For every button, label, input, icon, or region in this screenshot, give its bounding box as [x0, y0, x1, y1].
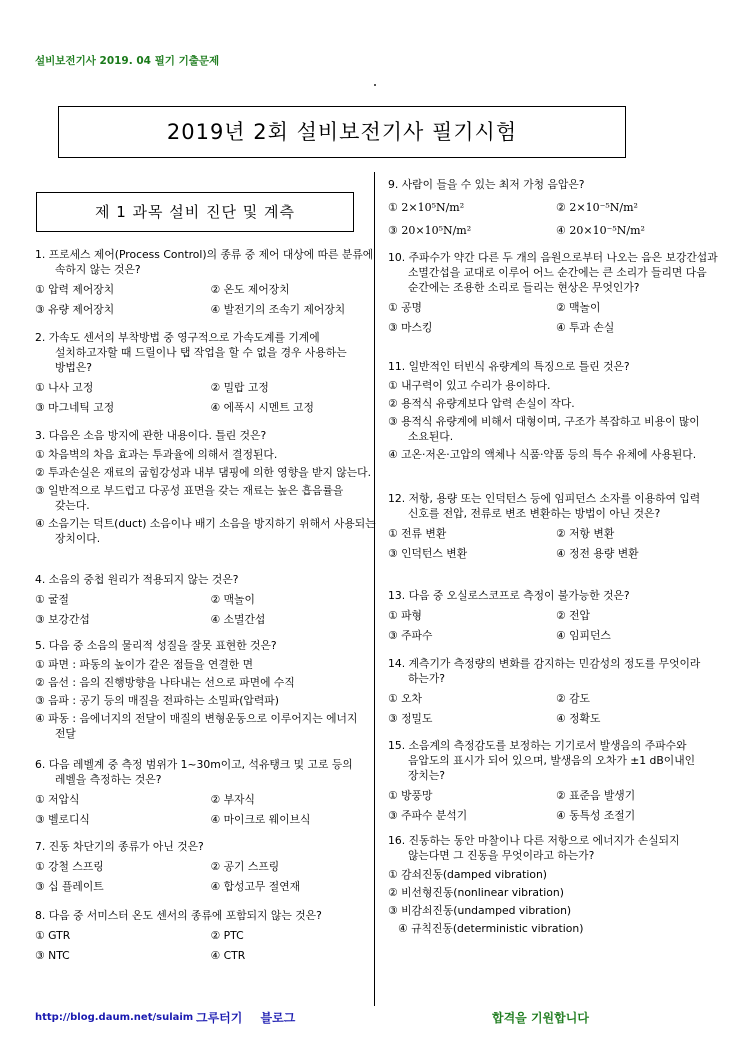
subject-heading: 제 1 과목 설비 진단 및 계측 [36, 192, 354, 232]
option-2[interactable]: ② 전압 [556, 609, 590, 622]
question-stem: 14. 계측기가 측정량의 변화를 감지하는 민감성의 정도를 무엇이라 하는가? [388, 657, 701, 685]
question-stem: 3. 다음은 소음 방지에 관한 내용이다. 틀린 것은? [35, 429, 267, 442]
option-1[interactable]: ① 내구력이 있고 수리가 용이하다. [388, 379, 551, 392]
option-1[interactable]: ① 압력 제어장치 [35, 283, 115, 296]
page-header: 설비보전기사 2019. 04 필기 기출문제 [35, 55, 220, 67]
option-2[interactable]: ② 밀랍 고정 [210, 381, 269, 394]
option-list [388, 526, 718, 561]
option-1[interactable]: ① 감쇠진동(damped vibration) [388, 868, 548, 881]
option-4[interactable]: ④ 투과 손실 [556, 321, 615, 334]
question-5 [35, 638, 380, 744]
question-10 [388, 250, 718, 335]
footer-message: 합격을 기원합니다 [492, 1011, 589, 1025]
option-list [388, 200, 718, 238]
option-list [35, 928, 380, 963]
option-list [388, 691, 718, 726]
question-14 [388, 656, 718, 726]
question-stem: 7. 진동 차단기의 종류가 아닌 것은? [35, 840, 204, 853]
question-stem: 13. 다음 중 오실로스코프로 측정이 불가능한 것은? [388, 589, 630, 602]
question-stem: 9. 사람이 들을 수 있는 최저 가청 음압은? [388, 178, 585, 191]
option-3[interactable]: ③ 보강간섭 [35, 613, 90, 626]
question-stem: 10. 주파수가 약간 다른 두 개의 음원으로부터 나오는 음은 보강간섭과 소멸간섭을 교대로 이루어 어느 순간에는 큰 소리가 들리면 다음 순간에는 조용한 소리로 들리는 현상은 무엇인가? [388, 251, 718, 294]
option-list [388, 867, 718, 936]
option-3[interactable]: ③ NTC [35, 949, 70, 962]
question-15 [388, 738, 718, 823]
question-stem: 8. 다음 중 서미스터 온도 센서의 종류에 포함되지 않는 것은? [35, 909, 322, 922]
option-1[interactable]: ① 저압식 [35, 793, 80, 806]
option-3[interactable]: ③ 용적식 유량계에 비해서 대형이며, 구조가 복잡하고 비용이 많이 소요된다. [388, 415, 700, 443]
option-list [388, 608, 718, 643]
option-2[interactable]: ② 비선형진동(nonlinear vibration) [388, 886, 564, 899]
option-4[interactable]: ④ 발전기의 조속기 제어장치 [210, 303, 346, 316]
option-list [388, 788, 718, 823]
option-list [35, 657, 380, 741]
option-2[interactable]: ② 투과손실은 재료의 굽힘강성과 내부 댐핑에 의한 영향을 받지 않는다. [35, 466, 372, 479]
option-2[interactable]: ② 온도 제어장치 [210, 283, 290, 296]
question-stem: 16. 진동하는 동안 마찰이나 다른 저항으로 에너지가 손실되지 않는다면 그 진동을 무엇이라고 하는가? [388, 834, 680, 862]
option-list [35, 380, 380, 415]
option-1[interactable]: ① GTR [35, 929, 71, 942]
option-4[interactable]: ④ 정전 용량 변환 [556, 547, 639, 560]
option-4[interactable]: ④ 임피던스 [556, 629, 611, 642]
option-3[interactable]: ③ 20×10⁵N/m² [388, 224, 472, 237]
option-2[interactable]: ② PTC [210, 929, 244, 942]
option-3[interactable]: ③ 주파수 [388, 629, 433, 642]
option-2[interactable]: ② 표준음 발생기 [556, 789, 636, 802]
option-4[interactable]: ④ CTR [210, 949, 246, 962]
option-3[interactable]: ③ 정밀도 [388, 712, 433, 725]
question-stem: 1. 프로세스 제어(Process Control)의 종류 중 제어 대상에 따른 분류에 속하지 않는 것은? [35, 248, 374, 276]
option-list [35, 859, 380, 894]
question-stem: 6. 다음 레벨계 중 측정 범위가 1~30m이고, 석유탱크 및 고로 등의 레벨을 측정하는 것은? [35, 758, 353, 786]
question-13 [388, 588, 718, 643]
option-3[interactable]: ③ 마그네틱 고정 [35, 401, 115, 414]
option-4[interactable]: ④ 합성고무 절연재 [210, 880, 301, 893]
option-2[interactable]: ② 2×10⁻⁵N/m² [556, 201, 638, 214]
option-list [388, 378, 718, 462]
option-2[interactable]: ② 공기 스프링 [210, 860, 280, 873]
question-3 [35, 428, 380, 549]
question-2 [35, 330, 380, 415]
option-4[interactable]: ④ 고온·저온·고압의 액체나 식품·약품 등의 특수 유체에 사용된다. [388, 448, 697, 461]
footer-blog-name: 그루터기 블로그 [196, 1011, 296, 1025]
question-4 [35, 572, 380, 627]
question-8 [35, 908, 380, 963]
option-4[interactable]: ④ 동특성 조절기 [556, 809, 636, 822]
question-11 [388, 359, 718, 465]
option-4[interactable]: ④ 20×10⁻⁵N/m² [556, 224, 645, 237]
question-stem: 5. 다음 중 소음의 물리적 성질을 잘못 표현한 것은? [35, 639, 277, 652]
option-1[interactable]: ① 파형 [388, 609, 422, 622]
option-3[interactable]: ③ 십 플레이트 [35, 880, 104, 893]
question-stem: 2. 가속도 센서의 부착방법 중 영구적으로 가속도계를 기계에 설치하고자할 때 드릴이나 탭 작업을 할 수 없을 경우 사용하는 방법은? [35, 331, 347, 374]
option-3[interactable]: ③ 마스킹 [388, 321, 433, 334]
question-stem: 12. 저항, 용량 또는 인덕턴스 등에 임피던스 소자를 이용하여 입력 신호를 전압, 전류로 변조 변환하는 방법이 아닌 것은? [388, 492, 701, 520]
exam-title: 2019년 2회 설비보전기사 필기시험 [58, 106, 626, 158]
option-3[interactable]: ③ 인덕턴스 변환 [388, 547, 468, 560]
option-1[interactable]: ① 방풍망 [388, 789, 433, 802]
option-1[interactable]: ① 오차 [388, 692, 422, 705]
footer-url[interactable]: http://blog.daum.net/sulaim [35, 1012, 194, 1023]
question-stem: 11. 일반적인 터빈식 유량계의 특징으로 틀린 것은? [388, 360, 630, 373]
option-4[interactable]: ④ 에폭시 시멘트 고정 [210, 401, 314, 414]
question-6 [35, 757, 380, 827]
option-4[interactable]: ④ 마이크로 웨이브식 [210, 813, 311, 826]
option-3[interactable]: ③ 벨로디식 [35, 813, 90, 826]
option-2[interactable]: ② 저항 변환 [556, 527, 615, 540]
option-list [35, 792, 380, 827]
option-3[interactable]: ③ 유량 제어장치 [35, 303, 115, 316]
option-1[interactable]: ① 차음벽의 차음 효과는 투과율에 의해서 결정된다. [35, 448, 278, 461]
option-2[interactable]: ② 맥놀이 [210, 593, 255, 606]
option-3[interactable]: ③ 음파 : 공기 등의 매질을 전파하는 소밀파(압력파) [35, 694, 279, 707]
option-list [35, 592, 380, 627]
option-1[interactable]: ① 나사 고정 [35, 381, 94, 394]
option-list [388, 300, 718, 335]
option-3[interactable]: ③ 비감쇠진동(undamped vibration) [388, 904, 572, 917]
option-1[interactable]: ① 파면 : 파동의 높이가 같은 점들을 연결한 면 [35, 658, 254, 671]
option-list [35, 282, 380, 317]
option-4[interactable]: ④ 소멸간섭 [210, 613, 266, 626]
question-7 [35, 839, 380, 894]
option-2[interactable]: ② 용적식 유량계보다 압력 손실이 작다. [388, 397, 575, 410]
option-4[interactable]: ④ 파동 : 음에너지의 전달이 매질의 변형운동으로 이루어지는 에너지 전달 [35, 712, 358, 740]
option-2[interactable]: ② 맥놀이 [556, 301, 601, 314]
option-2[interactable]: ② 부자식 [210, 793, 255, 806]
option-3[interactable]: ③ 일반적으로 부드럽고 다공성 표면을 갖는 재료는 높은 흡음률을 갖는다. [35, 484, 344, 512]
decorative-dot [374, 84, 376, 86]
option-list [35, 447, 380, 546]
question-stem: 4. 소음의 중첩 원리가 적용되지 않는 것은? [35, 573, 239, 586]
option-1[interactable]: ① 2×10⁵N/m² [388, 201, 465, 214]
question-16 [388, 833, 718, 939]
option-4[interactable]: ④ 규칙진동(deterministic vibration) [398, 922, 584, 935]
question-1 [35, 247, 380, 317]
option-2[interactable]: ② 음선 : 음의 진행방향을 나타내는 선으로 파면에 수직 [35, 676, 295, 689]
option-1[interactable]: ① 전류 변환 [388, 527, 447, 540]
option-1[interactable]: ① 굴절 [35, 593, 69, 606]
option-1[interactable]: ① 강철 스프링 [35, 860, 104, 873]
option-4[interactable]: ④ 정확도 [556, 712, 601, 725]
option-1[interactable]: ① 공명 [388, 301, 422, 314]
question-stem: 15. 소음계의 측정감도를 보정하는 기기로서 발생음의 주파수와 음압도의 표시가 되어 있으며, 발생음의 오차가 ±1 dB이내인 장치는? [388, 739, 696, 782]
question-12 [388, 491, 718, 561]
option-4[interactable]: ④ 소음기는 덕트(duct) 소음이나 배기 소음을 방지하기 위해서 사용되는 장치이다. [35, 517, 376, 545]
question-9 [388, 177, 718, 238]
option-3[interactable]: ③ 주파수 분석기 [388, 809, 468, 822]
option-2[interactable]: ② 감도 [556, 692, 590, 705]
